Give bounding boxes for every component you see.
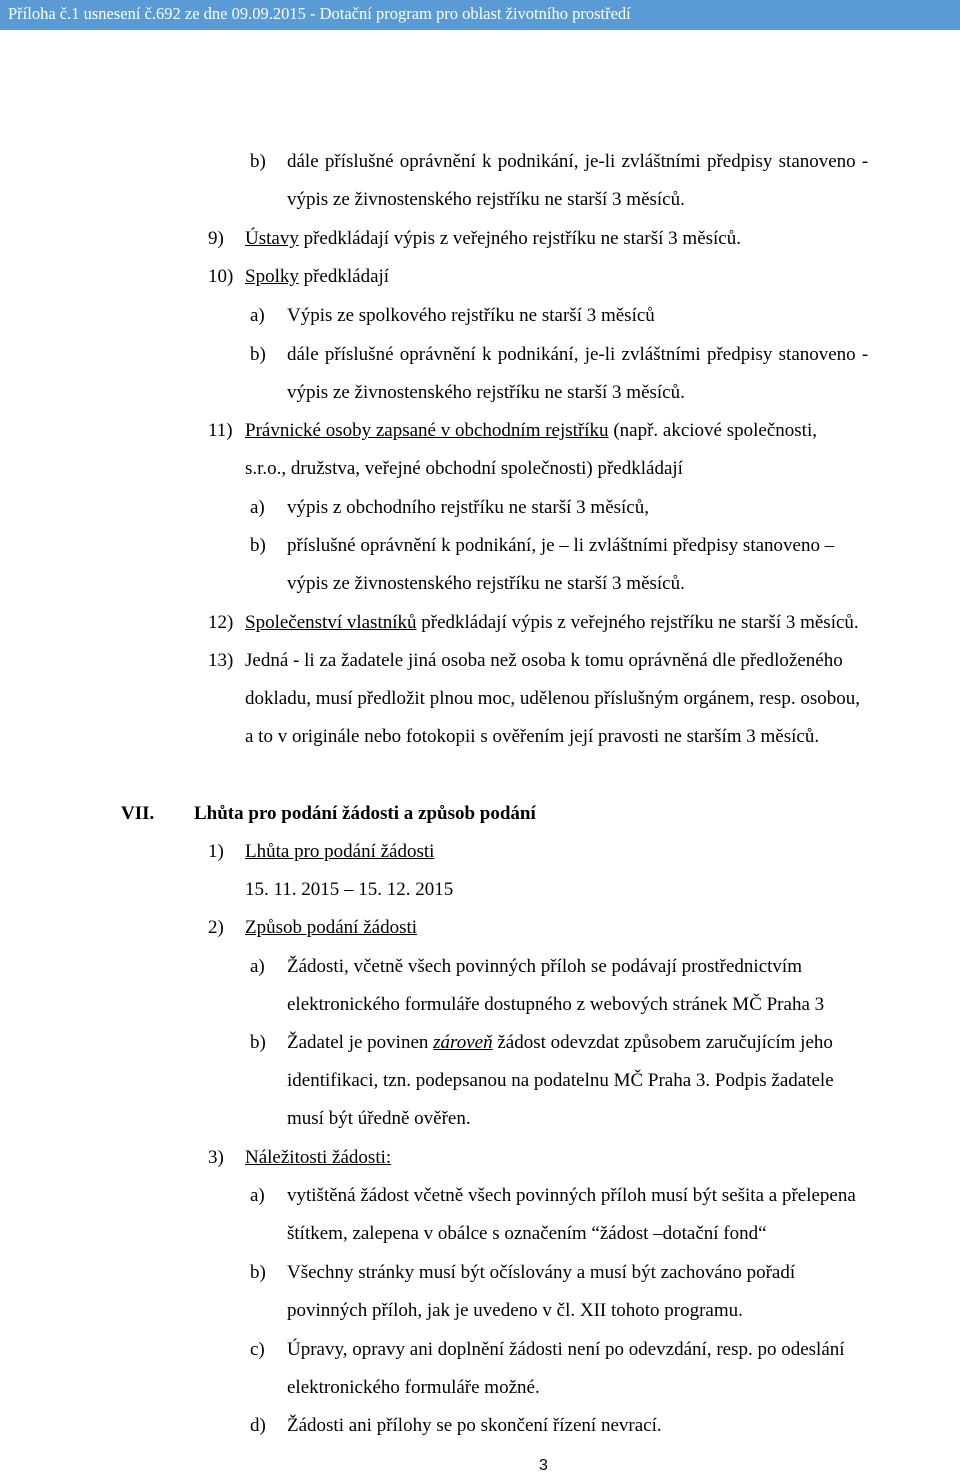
list-item-text: identifikaci, tzn. podepsanou na podatelnu MČ Praha 3. Podpis žadatele	[287, 1070, 834, 1091]
list-item-text	[245, 227, 741, 251]
list-marker: 9)	[208, 228, 224, 249]
list-marker: b)	[250, 1032, 266, 1053]
list-item-text: dále příslušné oprávnění k podnikání, je-li zvláštními předpisy stanoveno -	[287, 344, 869, 365]
section-number: VII.	[121, 803, 155, 824]
list-item-text: dále příslušné oprávnění k podnikání, je-li zvláštními předpisy stanoveno -	[287, 151, 869, 172]
list-item-text: a to v originále nebo fotokopii s ověřením její pravosti ne starším 3 měsíců.	[245, 726, 820, 747]
section-title: Lhůta pro podání žádosti a způsob podání	[194, 803, 536, 824]
list-marker: a)	[250, 305, 265, 326]
item-text-pre: Žadatel je povinen	[287, 1032, 434, 1053]
list-item-text: Jedná - li za žadatele jiná osoba než osoba k tomu oprávněná dle předloženého	[245, 650, 843, 671]
subsection-label: Náležitosti žádosti:	[245, 1147, 392, 1168]
list-marker: 12)	[208, 612, 234, 633]
list-marker: a)	[250, 1185, 265, 1206]
deadline-value: 15. 11. 2015 – 15. 12. 2015	[245, 879, 454, 900]
list-item-text	[245, 419, 817, 443]
list-item-text: povinných příloh, jak je uvedeno v čl. XII tohoto programu.	[287, 1300, 743, 1321]
list-item-text: dokladu, musí předložit plnou moc, udělenou příslušným orgánem, resp. osobou,	[245, 688, 860, 709]
item-subject: Právnické osoby zapsané v obchodním rejstříku	[245, 420, 609, 441]
list-item-text: s.r.o., družstva, veřejné obchodní společnosti) předkládají	[245, 458, 683, 479]
list-item-text: elektronického formuláře dostupného z webových stránek MČ Praha 3	[287, 994, 825, 1015]
list-item-text	[287, 1031, 833, 1055]
document-header-bar	[0, 0, 960, 30]
list-item-text	[245, 265, 389, 289]
list-marker: b)	[250, 1262, 266, 1283]
emphasis-text: zároveň	[433, 1032, 493, 1053]
list-item-text: Žádosti, včetně všech povinných příloh se podávají prostřednictvím	[287, 956, 802, 977]
list-item-text: výpis ze živnostenského rejstříku ne starší 3 měsíců.	[287, 573, 685, 594]
list-marker: c)	[250, 1339, 265, 1360]
item-rest: předkládají výpis z veřejného rejstříku ne starší 3 měsíců.	[298, 228, 741, 249]
list-item-text: vytištěná žádost včetně všech povinných příloh musí být sešita a přelepena	[287, 1185, 856, 1206]
list-marker: 3)	[208, 1147, 224, 1168]
subsection-label: Způsob podání žádosti	[245, 917, 418, 938]
list-item-text: výpis ze živnostenského rejstříku ne starší 3 měsíců.	[287, 382, 685, 403]
list-item-text: Všechny stránky musí být očíslovány a musí být zachováno pořadí	[287, 1262, 796, 1283]
list-marker: 1)	[208, 841, 224, 862]
list-marker: a)	[250, 956, 265, 977]
item-rest: (např. akciové společnosti,	[608, 420, 817, 441]
item-subject: Ústavy	[245, 228, 299, 249]
page-number: 3	[539, 1457, 548, 1474]
document-header-text: Příloha č.1 usnesení č.692 ze dne 09.09.2015 - Dotační program pro oblast životního prostředí	[8, 4, 631, 23]
list-item-text: musí být úředně ověřen.	[287, 1108, 471, 1129]
list-marker: b)	[250, 535, 266, 556]
list-item-text: příslušné oprávnění k podnikání, je – li zvláštními předpisy stanoveno –	[287, 535, 835, 556]
list-marker: 10)	[208, 266, 234, 287]
list-marker: b)	[250, 151, 266, 172]
list-marker: 11)	[208, 420, 233, 441]
list-item-text: výpis ze živnostenského rejstříku ne starší 3 měsíců.	[287, 189, 685, 210]
item-rest: předkládají výpis z veřejného rejstříku ne starší 3 měsíců.	[416, 612, 859, 633]
item-subject: Společenství vlastníků	[245, 612, 417, 633]
list-item-text: Žádosti ani přílohy se po skončení řízení nevrací.	[287, 1415, 662, 1436]
list-marker: d)	[250, 1415, 266, 1436]
list-marker: 13)	[208, 650, 234, 671]
list-item-text: elektronického formuláře možné.	[287, 1377, 540, 1398]
list-marker: a)	[250, 497, 265, 518]
subsection-label: Lhůta pro podání žádosti	[245, 841, 435, 862]
list-marker: b)	[250, 344, 266, 365]
item-text-post: žádost odevzdat způsobem zaručujícím jeho	[492, 1032, 833, 1053]
item-rest: předkládají	[298, 266, 390, 287]
item-subject: Spolky	[245, 266, 299, 287]
list-item-text: štítkem, zalepena v obálce s označením “žádost –dotační fond“	[287, 1223, 767, 1244]
list-marker: 2)	[208, 917, 224, 938]
list-item-text: výpis z obchodního rejstříku ne starší 3 měsíců,	[287, 497, 649, 518]
list-item-text	[245, 611, 859, 635]
list-item-text: Úpravy, opravy ani doplnění žádosti není po odevzdání, resp. po odeslání	[287, 1339, 845, 1360]
list-item-text: Výpis ze spolkového rejstříku ne starší 3 měsíců	[287, 305, 655, 326]
